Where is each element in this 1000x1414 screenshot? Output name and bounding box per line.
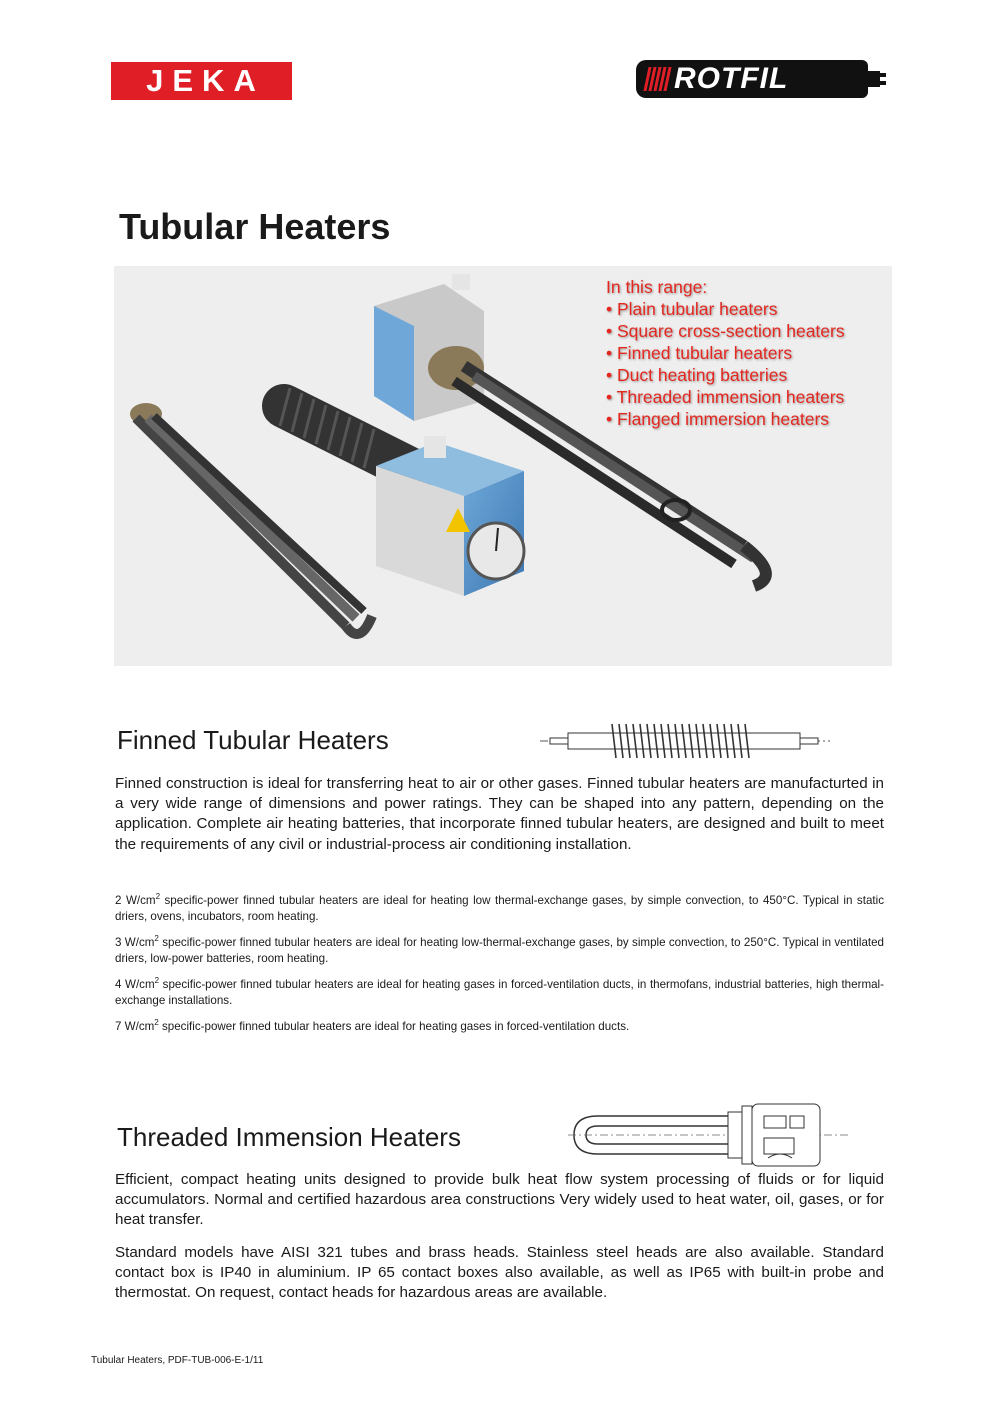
threaded-heading: Threaded Immension Heaters bbox=[117, 1122, 461, 1152]
range-heading: In this range: bbox=[606, 277, 708, 297]
range-item: • Duct heating batteries bbox=[606, 365, 788, 385]
rating-text: specific-power finned tubular heaters are ideal for heating gases in forced-ventilation ducts, in thermofans, industrial batteries, high thermal-exchange installations. bbox=[115, 977, 884, 1007]
threaded-heater-drawing bbox=[568, 1100, 848, 1170]
product-photo bbox=[114, 266, 892, 666]
rating-exponent: 2 bbox=[154, 934, 159, 943]
range-item: • Threaded immension heaters bbox=[606, 387, 845, 407]
rotfil-logo-text: ROTFIL bbox=[674, 62, 789, 95]
rating-value: 3 W/cm bbox=[115, 935, 155, 949]
rating-7-paragraph bbox=[115, 1015, 884, 1035]
range-item: • Flanged immersion heaters bbox=[606, 409, 830, 429]
rating-text: specific-power finned tubular heaters are ideal for heating low thermal-exchange gases, by simple convection, to 450°C. Typical in static driers, ovens, incubators, room heating. bbox=[115, 893, 884, 923]
rating-text: specific-power finned tubular heaters are ideal for heating low-thermal-exchange gases, by simple convection, to 250°C. Typical in ventilated driers, low-power batteries, room heating. bbox=[115, 935, 885, 965]
footer-text: Tubular Heaters, PDF-TUB-006-E-1/11 bbox=[91, 1355, 264, 1366]
rating-value: 2 W/cm bbox=[115, 893, 156, 907]
rotfil-logo bbox=[636, 60, 886, 100]
jeka-logo-text: JEKA bbox=[146, 63, 265, 98]
rating-text: specific-power finned tubular heaters are ideal for heating gases in forced-ventilation ducts. bbox=[158, 1019, 630, 1033]
rating-exponent: 2 bbox=[155, 892, 161, 901]
threaded-paragraph-2: Standard models have AISI 321 tubes and brass heads. Stainless steel heads are also available. Standard contact box is IP40 in aluminium. IP 65 contact boxes also available, as well as IP65 with built-in probe and thermostat. On request, contact heads for hazardous areas are available. bbox=[115, 1244, 884, 1302]
rating-3-paragraph bbox=[115, 931, 884, 967]
finned-heading: Finned Tubular Heaters bbox=[117, 725, 389, 755]
range-item: • Plain tubular heaters bbox=[606, 299, 778, 319]
range-list bbox=[606, 276, 886, 430]
page-title: Tubular Heaters bbox=[119, 206, 391, 247]
range-item: • Finned tubular heaters bbox=[606, 343, 793, 363]
rating-4-paragraph bbox=[115, 973, 884, 1009]
rating-2-paragraph bbox=[115, 889, 884, 925]
rating-value: 4 W/cm bbox=[115, 977, 155, 991]
finned-heater-drawing bbox=[540, 720, 830, 762]
rating-exponent: 2 bbox=[154, 976, 160, 985]
jeka-logo bbox=[111, 62, 292, 100]
threaded-paragraph-1: Efficient, compact heating units designed to provide bulk heat flow system processing of fluids or for liquid accumulators. Normal and certified hazardous area constructions Very widely used to heat water, oil, gases, or for heat transfer. bbox=[115, 1171, 884, 1229]
range-item: • Square cross-section heaters bbox=[606, 321, 845, 341]
rating-value: 7 W/cm bbox=[115, 1019, 155, 1033]
rating-exponent: 2 bbox=[154, 1018, 159, 1027]
finned-intro-paragraph: Finned construction is ideal for transferring heat to air or other gases. Finned tubular heaters are manufacturted in a very wide range of dimensions and power ratings. They can be shaped into any pattern, depending on the application. Complete air heating batteries, that incorporate finned tubular heaters, are designed and built to meet the requirements of any civil or industrial-process air conditioning installation. bbox=[115, 775, 884, 853]
rotfil-stripes-icon bbox=[646, 67, 670, 91]
